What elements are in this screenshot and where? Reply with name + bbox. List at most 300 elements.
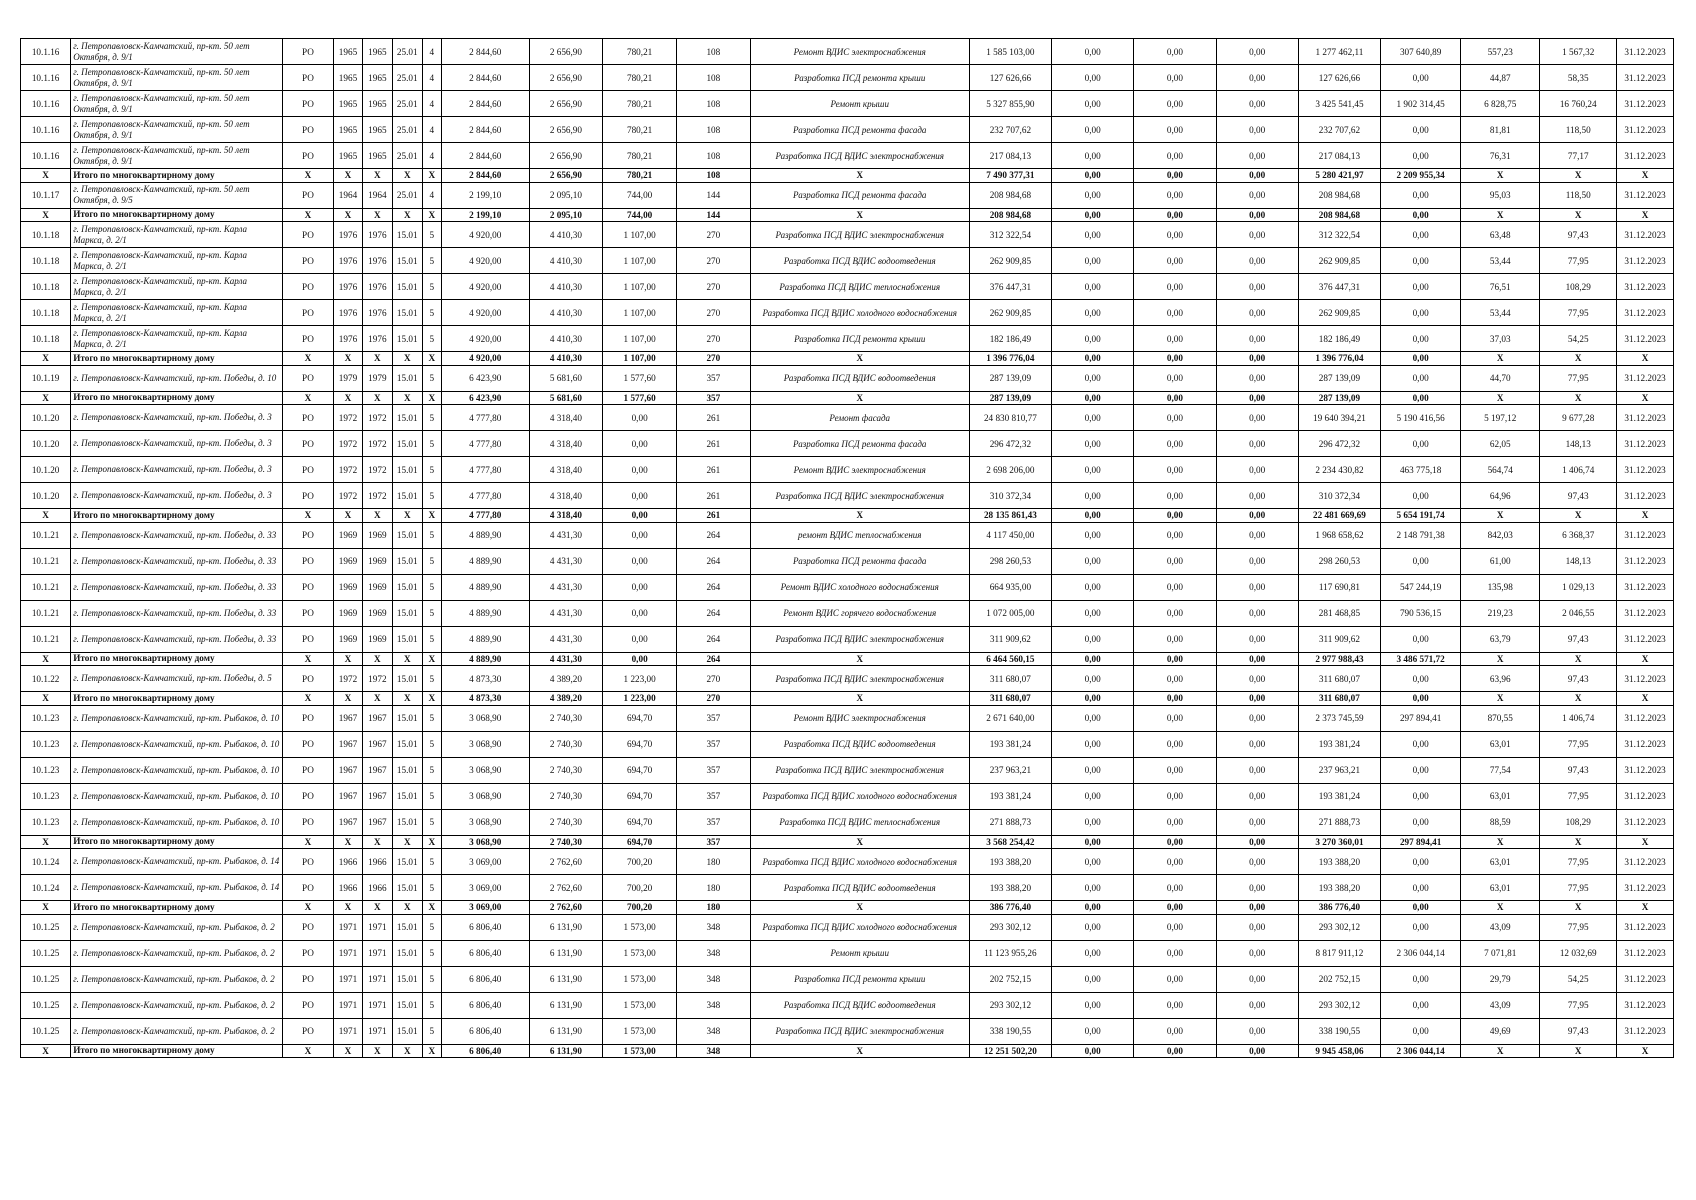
max-unit-cost-cell: 97,43 xyxy=(1540,1018,1617,1044)
organization-cell: X xyxy=(282,652,333,666)
deadline-cell: 31.12.2023 xyxy=(1617,992,1674,1018)
unit-cost-cell: X xyxy=(1461,901,1540,915)
row-number-cell: 10.1.22 xyxy=(21,666,71,692)
house-total-row xyxy=(21,692,1674,706)
table-row xyxy=(21,626,1674,652)
residents-cell: 144 xyxy=(676,182,750,208)
owners-fund-cell: 237 963,21 xyxy=(1298,757,1380,783)
organization-cell: РО xyxy=(282,522,333,548)
total-area-cell: 4 777,80 xyxy=(441,457,529,483)
federal-fund-cell: 0,00 xyxy=(1052,705,1134,731)
wall-material-cell: 15.01 xyxy=(392,248,422,274)
year-commissioned-cell: 1971 xyxy=(362,1018,392,1044)
living-area-cell: 1 573,00 xyxy=(603,1018,677,1044)
local-fund-cell: 0,00 xyxy=(1216,391,1298,405)
living-area-cell: 0,00 xyxy=(603,652,677,666)
work-type-cell: Разработка ПСД ВДИС холодного водоснабжения xyxy=(750,914,969,940)
row-number-cell: 10.1.23 xyxy=(21,783,71,809)
regional-fund-cell: 0,00 xyxy=(1134,626,1216,652)
owners-fund-cell: 287 139,09 xyxy=(1298,365,1380,391)
living-area-cell: 1 223,00 xyxy=(603,692,677,706)
organization-cell: X xyxy=(282,1044,333,1058)
other-fund-cell: 2 306 044,14 xyxy=(1381,1044,1461,1058)
address-cell: г. Петропавловск-Камчатский, пр-кт. Победы, д. 33 xyxy=(71,574,283,600)
year-commissioned-cell: 1965 xyxy=(362,39,392,65)
total-area-cell: 4 777,80 xyxy=(441,483,529,509)
work-type-cell: Разработка ПСД ВДИС холодного водоснабжения xyxy=(750,300,969,326)
premises-area-cell: 4 318,40 xyxy=(529,509,603,523)
living-area-cell: 1 107,00 xyxy=(603,300,677,326)
unit-cost-cell: 95,03 xyxy=(1461,182,1540,208)
regional-fund-cell: 0,00 xyxy=(1134,457,1216,483)
living-area-cell: 0,00 xyxy=(603,548,677,574)
regional-fund-cell: 0,00 xyxy=(1134,705,1216,731)
other-fund-cell: 0,00 xyxy=(1381,248,1461,274)
total-cost-cell: 193 381,24 xyxy=(969,783,1051,809)
address-cell: г. Петропавловск-Камчатский, пр-кт. Рыбаков, д. 2 xyxy=(71,1018,283,1044)
year-commissioned-cell: 1966 xyxy=(362,849,392,875)
year-commissioned-cell: X xyxy=(362,509,392,523)
local-fund-cell: 0,00 xyxy=(1216,901,1298,915)
year-built-cell: 1965 xyxy=(334,91,363,117)
residents-cell: 270 xyxy=(676,692,750,706)
wall-material-cell: 25.01 xyxy=(392,117,422,143)
regional-fund-cell: 0,00 xyxy=(1134,574,1216,600)
address-cell: г. Петропавловск-Камчатский, пр-кт. Победы, д. 3 xyxy=(71,483,283,509)
total-cost-cell: 193 381,24 xyxy=(969,731,1051,757)
table-body xyxy=(21,39,1674,1058)
address-cell: Итого по многоквартирному дому xyxy=(71,352,283,366)
living-area-cell: 0,00 xyxy=(603,431,677,457)
floors-cell: 5 xyxy=(422,326,441,352)
year-built-cell: X xyxy=(334,169,363,183)
deadline-cell: 31.12.2023 xyxy=(1617,966,1674,992)
year-commissioned-cell: 1971 xyxy=(362,966,392,992)
owners-fund-cell: 287 139,09 xyxy=(1298,391,1380,405)
total-area-cell: 4 889,90 xyxy=(441,522,529,548)
wall-material-cell: X xyxy=(392,1044,422,1058)
table-row xyxy=(21,483,1674,509)
owners-fund-cell: 2 977 988,43 xyxy=(1298,652,1380,666)
total-cost-cell: 287 139,09 xyxy=(969,365,1051,391)
organization-cell: РО xyxy=(282,483,333,509)
residents-cell: 270 xyxy=(676,248,750,274)
federal-fund-cell: 0,00 xyxy=(1052,143,1134,169)
work-type-cell: Разработка ПСД ремонта крыши xyxy=(750,966,969,992)
regional-fund-cell: 0,00 xyxy=(1134,692,1216,706)
max-unit-cost-cell: 97,43 xyxy=(1540,483,1617,509)
owners-fund-cell: 312 322,54 xyxy=(1298,222,1380,248)
unit-cost-cell: 63,01 xyxy=(1461,731,1540,757)
local-fund-cell: 0,00 xyxy=(1216,222,1298,248)
work-type-cell: X xyxy=(750,352,969,366)
table-row xyxy=(21,326,1674,352)
unit-cost-cell: 63,48 xyxy=(1461,222,1540,248)
row-number-cell: X xyxy=(21,835,71,849)
total-cost-cell: 376 447,31 xyxy=(969,274,1051,300)
total-cost-cell: 312 322,54 xyxy=(969,222,1051,248)
address-cell: г. Петропавловск-Камчатский, пр-кт. Победы, д. 3 xyxy=(71,457,283,483)
deadline-cell: 31.12.2023 xyxy=(1617,849,1674,875)
floors-cell: 4 xyxy=(422,91,441,117)
regional-fund-cell: 0,00 xyxy=(1134,940,1216,966)
premises-area-cell: 2 762,60 xyxy=(529,901,603,915)
unit-cost-cell: 63,96 xyxy=(1461,666,1540,692)
local-fund-cell: 0,00 xyxy=(1216,274,1298,300)
floors-cell: 5 xyxy=(422,274,441,300)
owners-fund-cell: 9 945 458,06 xyxy=(1298,1044,1380,1058)
total-area-cell: 4 889,90 xyxy=(441,626,529,652)
total-cost-cell: 664 935,00 xyxy=(969,574,1051,600)
total-cost-cell: 217 084,13 xyxy=(969,143,1051,169)
local-fund-cell: 0,00 xyxy=(1216,169,1298,183)
wall-material-cell: 15.01 xyxy=(392,940,422,966)
premises-area-cell: 6 131,90 xyxy=(529,992,603,1018)
deadline-cell: 31.12.2023 xyxy=(1617,783,1674,809)
unit-cost-cell: 76,31 xyxy=(1461,143,1540,169)
max-unit-cost-cell: 77,95 xyxy=(1540,783,1617,809)
owners-fund-cell: 1 968 658,62 xyxy=(1298,522,1380,548)
wall-material-cell: 15.01 xyxy=(392,405,422,431)
local-fund-cell: 0,00 xyxy=(1216,65,1298,91)
wall-material-cell: 15.01 xyxy=(392,574,422,600)
address-cell: г. Петропавловск-Камчатский, пр-кт. Карла Маркса, д. 2/1 xyxy=(71,274,283,300)
owners-fund-cell: 1 396 776,04 xyxy=(1298,352,1380,366)
address-cell: г. Петропавловск-Камчатский, пр-кт. Рыбаков, д. 10 xyxy=(71,757,283,783)
federal-fund-cell: 0,00 xyxy=(1052,574,1134,600)
living-area-cell: 780,21 xyxy=(603,39,677,65)
max-unit-cost-cell: X xyxy=(1540,391,1617,405)
total-cost-cell: 4 117 450,00 xyxy=(969,522,1051,548)
deadline-cell: 31.12.2023 xyxy=(1617,91,1674,117)
total-cost-cell: 5 327 855,90 xyxy=(969,91,1051,117)
local-fund-cell: 0,00 xyxy=(1216,483,1298,509)
wall-material-cell: 25.01 xyxy=(392,143,422,169)
deadline-cell: 31.12.2023 xyxy=(1617,65,1674,91)
house-total-row xyxy=(21,835,1674,849)
deadline-cell: X xyxy=(1617,352,1674,366)
total-area-cell: 2 199,10 xyxy=(441,182,529,208)
unit-cost-cell: X xyxy=(1461,652,1540,666)
year-commissioned-cell: 1972 xyxy=(362,405,392,431)
row-number-cell: 10.1.20 xyxy=(21,405,71,431)
work-type-cell: Разработка ПСД ВДИС электроснабжения xyxy=(750,222,969,248)
address-cell: Итого по многоквартирному дому xyxy=(71,391,283,405)
owners-fund-cell: 293 302,12 xyxy=(1298,992,1380,1018)
owners-fund-cell: 311 909,62 xyxy=(1298,626,1380,652)
table-row xyxy=(21,405,1674,431)
premises-area-cell: 2 740,30 xyxy=(529,731,603,757)
work-type-cell: Разработка ПСД ВДИС электроснабжения xyxy=(750,626,969,652)
other-fund-cell: 0,00 xyxy=(1381,274,1461,300)
federal-fund-cell: 0,00 xyxy=(1052,914,1134,940)
federal-fund-cell: 0,00 xyxy=(1052,208,1134,222)
address-cell: г. Петропавловск-Камчатский, пр-кт. Рыбаков, д. 2 xyxy=(71,914,283,940)
wall-material-cell: X xyxy=(392,835,422,849)
year-built-cell: 1971 xyxy=(334,1018,363,1044)
local-fund-cell: 0,00 xyxy=(1216,208,1298,222)
living-area-cell: 0,00 xyxy=(603,574,677,600)
year-built-cell: 1966 xyxy=(334,849,363,875)
address-cell: г. Петропавловск-Камчатский, пр-кт. Рыбаков, д. 2 xyxy=(71,940,283,966)
local-fund-cell: 0,00 xyxy=(1216,652,1298,666)
wall-material-cell: 15.01 xyxy=(392,992,422,1018)
floors-cell: X xyxy=(422,692,441,706)
total-cost-cell: 6 464 560,15 xyxy=(969,652,1051,666)
floors-cell: X xyxy=(422,391,441,405)
residents-cell: 270 xyxy=(676,274,750,300)
total-cost-cell: 11 123 955,26 xyxy=(969,940,1051,966)
deadline-cell: X xyxy=(1617,1044,1674,1058)
address-cell: г. Петропавловск-Камчатский, пр-кт. Рыбаков, д. 10 xyxy=(71,705,283,731)
row-number-cell: 10.1.19 xyxy=(21,365,71,391)
residents-cell: 348 xyxy=(676,1044,750,1058)
owners-fund-cell: 19 640 394,21 xyxy=(1298,405,1380,431)
year-commissioned-cell: 1972 xyxy=(362,457,392,483)
year-commissioned-cell: X xyxy=(362,391,392,405)
residents-cell: 108 xyxy=(676,117,750,143)
year-built-cell: 1969 xyxy=(334,626,363,652)
year-built-cell: 1972 xyxy=(334,431,363,457)
organization-cell: X xyxy=(282,692,333,706)
work-type-cell: Разработка ПСД ВДИС электроснабжения xyxy=(750,143,969,169)
unit-cost-cell: 64,96 xyxy=(1461,483,1540,509)
owners-fund-cell: 3 425 541,45 xyxy=(1298,91,1380,117)
deadline-cell: X xyxy=(1617,169,1674,183)
table-row xyxy=(21,940,1674,966)
table-row xyxy=(21,300,1674,326)
federal-fund-cell: 0,00 xyxy=(1052,222,1134,248)
wall-material-cell: 15.01 xyxy=(392,365,422,391)
organization-cell: РО xyxy=(282,117,333,143)
premises-area-cell: 2 656,90 xyxy=(529,169,603,183)
federal-fund-cell: 0,00 xyxy=(1052,117,1134,143)
wall-material-cell: X xyxy=(392,208,422,222)
max-unit-cost-cell: 12 032,69 xyxy=(1540,940,1617,966)
owners-fund-cell: 193 381,24 xyxy=(1298,783,1380,809)
organization-cell: РО xyxy=(282,626,333,652)
year-commissioned-cell: 1969 xyxy=(362,626,392,652)
total-area-cell: 4 889,90 xyxy=(441,574,529,600)
other-fund-cell: 3 486 571,72 xyxy=(1381,652,1461,666)
regional-fund-cell: 0,00 xyxy=(1134,182,1216,208)
federal-fund-cell: 0,00 xyxy=(1052,731,1134,757)
federal-fund-cell: 0,00 xyxy=(1052,901,1134,915)
residents-cell: 357 xyxy=(676,835,750,849)
work-type-cell: Ремонт крыши xyxy=(750,91,969,117)
federal-fund-cell: 0,00 xyxy=(1052,666,1134,692)
local-fund-cell: 0,00 xyxy=(1216,626,1298,652)
year-built-cell: X xyxy=(334,835,363,849)
address-cell: г. Петропавловск-Камчатский, пр-кт. Карла Маркса, д. 2/1 xyxy=(71,222,283,248)
unit-cost-cell: 870,55 xyxy=(1461,705,1540,731)
address-cell: г. Петропавловск-Камчатский, пр-кт. Рыбаков, д. 2 xyxy=(71,992,283,1018)
organization-cell: РО xyxy=(282,875,333,901)
other-fund-cell: 5 654 191,74 xyxy=(1381,509,1461,523)
regional-fund-cell: 0,00 xyxy=(1134,992,1216,1018)
organization-cell: РО xyxy=(282,91,333,117)
living-area-cell: 780,21 xyxy=(603,117,677,143)
total-cost-cell: 232 707,62 xyxy=(969,117,1051,143)
row-number-cell: 10.1.21 xyxy=(21,522,71,548)
regional-fund-cell: 0,00 xyxy=(1134,731,1216,757)
regional-fund-cell: 0,00 xyxy=(1134,91,1216,117)
residents-cell: 264 xyxy=(676,652,750,666)
residents-cell: 357 xyxy=(676,391,750,405)
total-area-cell: 2 844,60 xyxy=(441,91,529,117)
work-type-cell: Разработка ПСД ремонта фасада xyxy=(750,431,969,457)
unit-cost-cell: 29,79 xyxy=(1461,966,1540,992)
max-unit-cost-cell: 9 677,28 xyxy=(1540,405,1617,431)
organization-cell: X xyxy=(282,901,333,915)
row-number-cell: 10.1.25 xyxy=(21,966,71,992)
residents-cell: 348 xyxy=(676,966,750,992)
other-fund-cell: 0,00 xyxy=(1381,966,1461,992)
residents-cell: 357 xyxy=(676,783,750,809)
living-area-cell: 780,21 xyxy=(603,143,677,169)
total-area-cell: 3 068,90 xyxy=(441,835,529,849)
max-unit-cost-cell: 77,95 xyxy=(1540,731,1617,757)
deadline-cell: X xyxy=(1617,509,1674,523)
other-fund-cell: 0,00 xyxy=(1381,326,1461,352)
year-built-cell: 1979 xyxy=(334,365,363,391)
owners-fund-cell: 311 680,07 xyxy=(1298,666,1380,692)
other-fund-cell: 0,00 xyxy=(1381,352,1461,366)
floors-cell: 5 xyxy=(422,966,441,992)
row-number-cell: X xyxy=(21,352,71,366)
total-area-cell: 4 920,00 xyxy=(441,300,529,326)
residents-cell: 180 xyxy=(676,901,750,915)
federal-fund-cell: 0,00 xyxy=(1052,992,1134,1018)
other-fund-cell: 0,00 xyxy=(1381,849,1461,875)
work-type-cell: Ремонт ВДИС горячего водоснабжения xyxy=(750,600,969,626)
unit-cost-cell: 564,74 xyxy=(1461,457,1540,483)
living-area-cell: 780,21 xyxy=(603,169,677,183)
table-row xyxy=(21,600,1674,626)
owners-fund-cell: 2 373 745,59 xyxy=(1298,705,1380,731)
work-type-cell: Ремонт ВДИС электроснабжения xyxy=(750,39,969,65)
table-row xyxy=(21,431,1674,457)
premises-area-cell: 4 431,30 xyxy=(529,600,603,626)
unit-cost-cell: 88,59 xyxy=(1461,809,1540,835)
year-built-cell: X xyxy=(334,391,363,405)
federal-fund-cell: 0,00 xyxy=(1052,326,1134,352)
floors-cell: 5 xyxy=(422,300,441,326)
living-area-cell: 1 573,00 xyxy=(603,992,677,1018)
local-fund-cell: 0,00 xyxy=(1216,405,1298,431)
total-area-cell: 4 873,30 xyxy=(441,692,529,706)
regional-fund-cell: 0,00 xyxy=(1134,352,1216,366)
local-fund-cell: 0,00 xyxy=(1216,365,1298,391)
total-area-cell: 4 920,00 xyxy=(441,326,529,352)
living-area-cell: 744,00 xyxy=(603,208,677,222)
residents-cell: 270 xyxy=(676,300,750,326)
living-area-cell: 1 223,00 xyxy=(603,666,677,692)
premises-area-cell: 2 740,30 xyxy=(529,809,603,835)
residents-cell: 144 xyxy=(676,208,750,222)
house-total-row xyxy=(21,391,1674,405)
table-row xyxy=(21,666,1674,692)
deadline-cell: 31.12.2023 xyxy=(1617,483,1674,509)
living-area-cell: 1 107,00 xyxy=(603,326,677,352)
living-area-cell: 694,70 xyxy=(603,809,677,835)
federal-fund-cell: 0,00 xyxy=(1052,509,1134,523)
row-number-cell: X xyxy=(21,391,71,405)
total-cost-cell: 338 190,55 xyxy=(969,1018,1051,1044)
owners-fund-cell: 127 626,66 xyxy=(1298,65,1380,91)
regional-fund-cell: 0,00 xyxy=(1134,300,1216,326)
regional-fund-cell: 0,00 xyxy=(1134,326,1216,352)
premises-area-cell: 2 762,60 xyxy=(529,875,603,901)
regional-fund-cell: 0,00 xyxy=(1134,1018,1216,1044)
premises-area-cell: 2 656,90 xyxy=(529,143,603,169)
local-fund-cell: 0,00 xyxy=(1216,600,1298,626)
living-area-cell: 694,70 xyxy=(603,757,677,783)
living-area-cell: 700,20 xyxy=(603,901,677,915)
floors-cell: 4 xyxy=(422,143,441,169)
residents-cell: 261 xyxy=(676,457,750,483)
address-cell: г. Петропавловск-Камчатский, пр-кт. Рыбаков, д. 10 xyxy=(71,809,283,835)
table-row xyxy=(21,91,1674,117)
organization-cell: X xyxy=(282,208,333,222)
residents-cell: 180 xyxy=(676,849,750,875)
work-type-cell: Разработка ПСД ВДИС холодного водоснабжения xyxy=(750,849,969,875)
total-cost-cell: 293 302,12 xyxy=(969,992,1051,1018)
local-fund-cell: 0,00 xyxy=(1216,548,1298,574)
federal-fund-cell: 0,00 xyxy=(1052,652,1134,666)
wall-material-cell: 15.01 xyxy=(392,522,422,548)
deadline-cell: 31.12.2023 xyxy=(1617,875,1674,901)
organization-cell: РО xyxy=(282,405,333,431)
organization-cell: РО xyxy=(282,940,333,966)
residents-cell: 108 xyxy=(676,65,750,91)
year-built-cell: 1971 xyxy=(334,966,363,992)
regional-fund-cell: 0,00 xyxy=(1134,835,1216,849)
address-cell: г. Петропавловск-Камчатский, пр-кт. 50 лет Октября, д. 9/1 xyxy=(71,117,283,143)
other-fund-cell: 0,00 xyxy=(1381,626,1461,652)
other-fund-cell: 0,00 xyxy=(1381,692,1461,706)
wall-material-cell: 15.01 xyxy=(392,1018,422,1044)
deadline-cell: 31.12.2023 xyxy=(1617,457,1674,483)
work-type-cell: ремонт ВДИС теплоснабжения xyxy=(750,522,969,548)
total-area-cell: 4 777,80 xyxy=(441,405,529,431)
federal-fund-cell: 0,00 xyxy=(1052,405,1134,431)
living-area-cell: 1 577,60 xyxy=(603,391,677,405)
local-fund-cell: 0,00 xyxy=(1216,783,1298,809)
address-cell: г. Петропавловск-Камчатский, пр-кт. 50 лет Октября, д. 9/1 xyxy=(71,143,283,169)
total-cost-cell: 127 626,66 xyxy=(969,65,1051,91)
living-area-cell: 0,00 xyxy=(603,483,677,509)
floors-cell: X xyxy=(422,509,441,523)
residents-cell: 270 xyxy=(676,352,750,366)
organization-cell: РО xyxy=(282,457,333,483)
address-cell: Итого по многоквартирному дому xyxy=(71,901,283,915)
address-cell: Итого по многоквартирному дому xyxy=(71,509,283,523)
total-area-cell: 4 920,00 xyxy=(441,352,529,366)
owners-fund-cell: 208 984,68 xyxy=(1298,182,1380,208)
total-area-cell: 3 069,00 xyxy=(441,901,529,915)
organization-cell: РО xyxy=(282,300,333,326)
unit-cost-cell: X xyxy=(1461,835,1540,849)
year-commissioned-cell: 1965 xyxy=(362,91,392,117)
living-area-cell: 0,00 xyxy=(603,626,677,652)
federal-fund-cell: 0,00 xyxy=(1052,391,1134,405)
floors-cell: 5 xyxy=(422,940,441,966)
unit-cost-cell: 63,79 xyxy=(1461,626,1540,652)
deadline-cell: 31.12.2023 xyxy=(1617,940,1674,966)
max-unit-cost-cell: 148,13 xyxy=(1540,431,1617,457)
floors-cell: 5 xyxy=(422,548,441,574)
